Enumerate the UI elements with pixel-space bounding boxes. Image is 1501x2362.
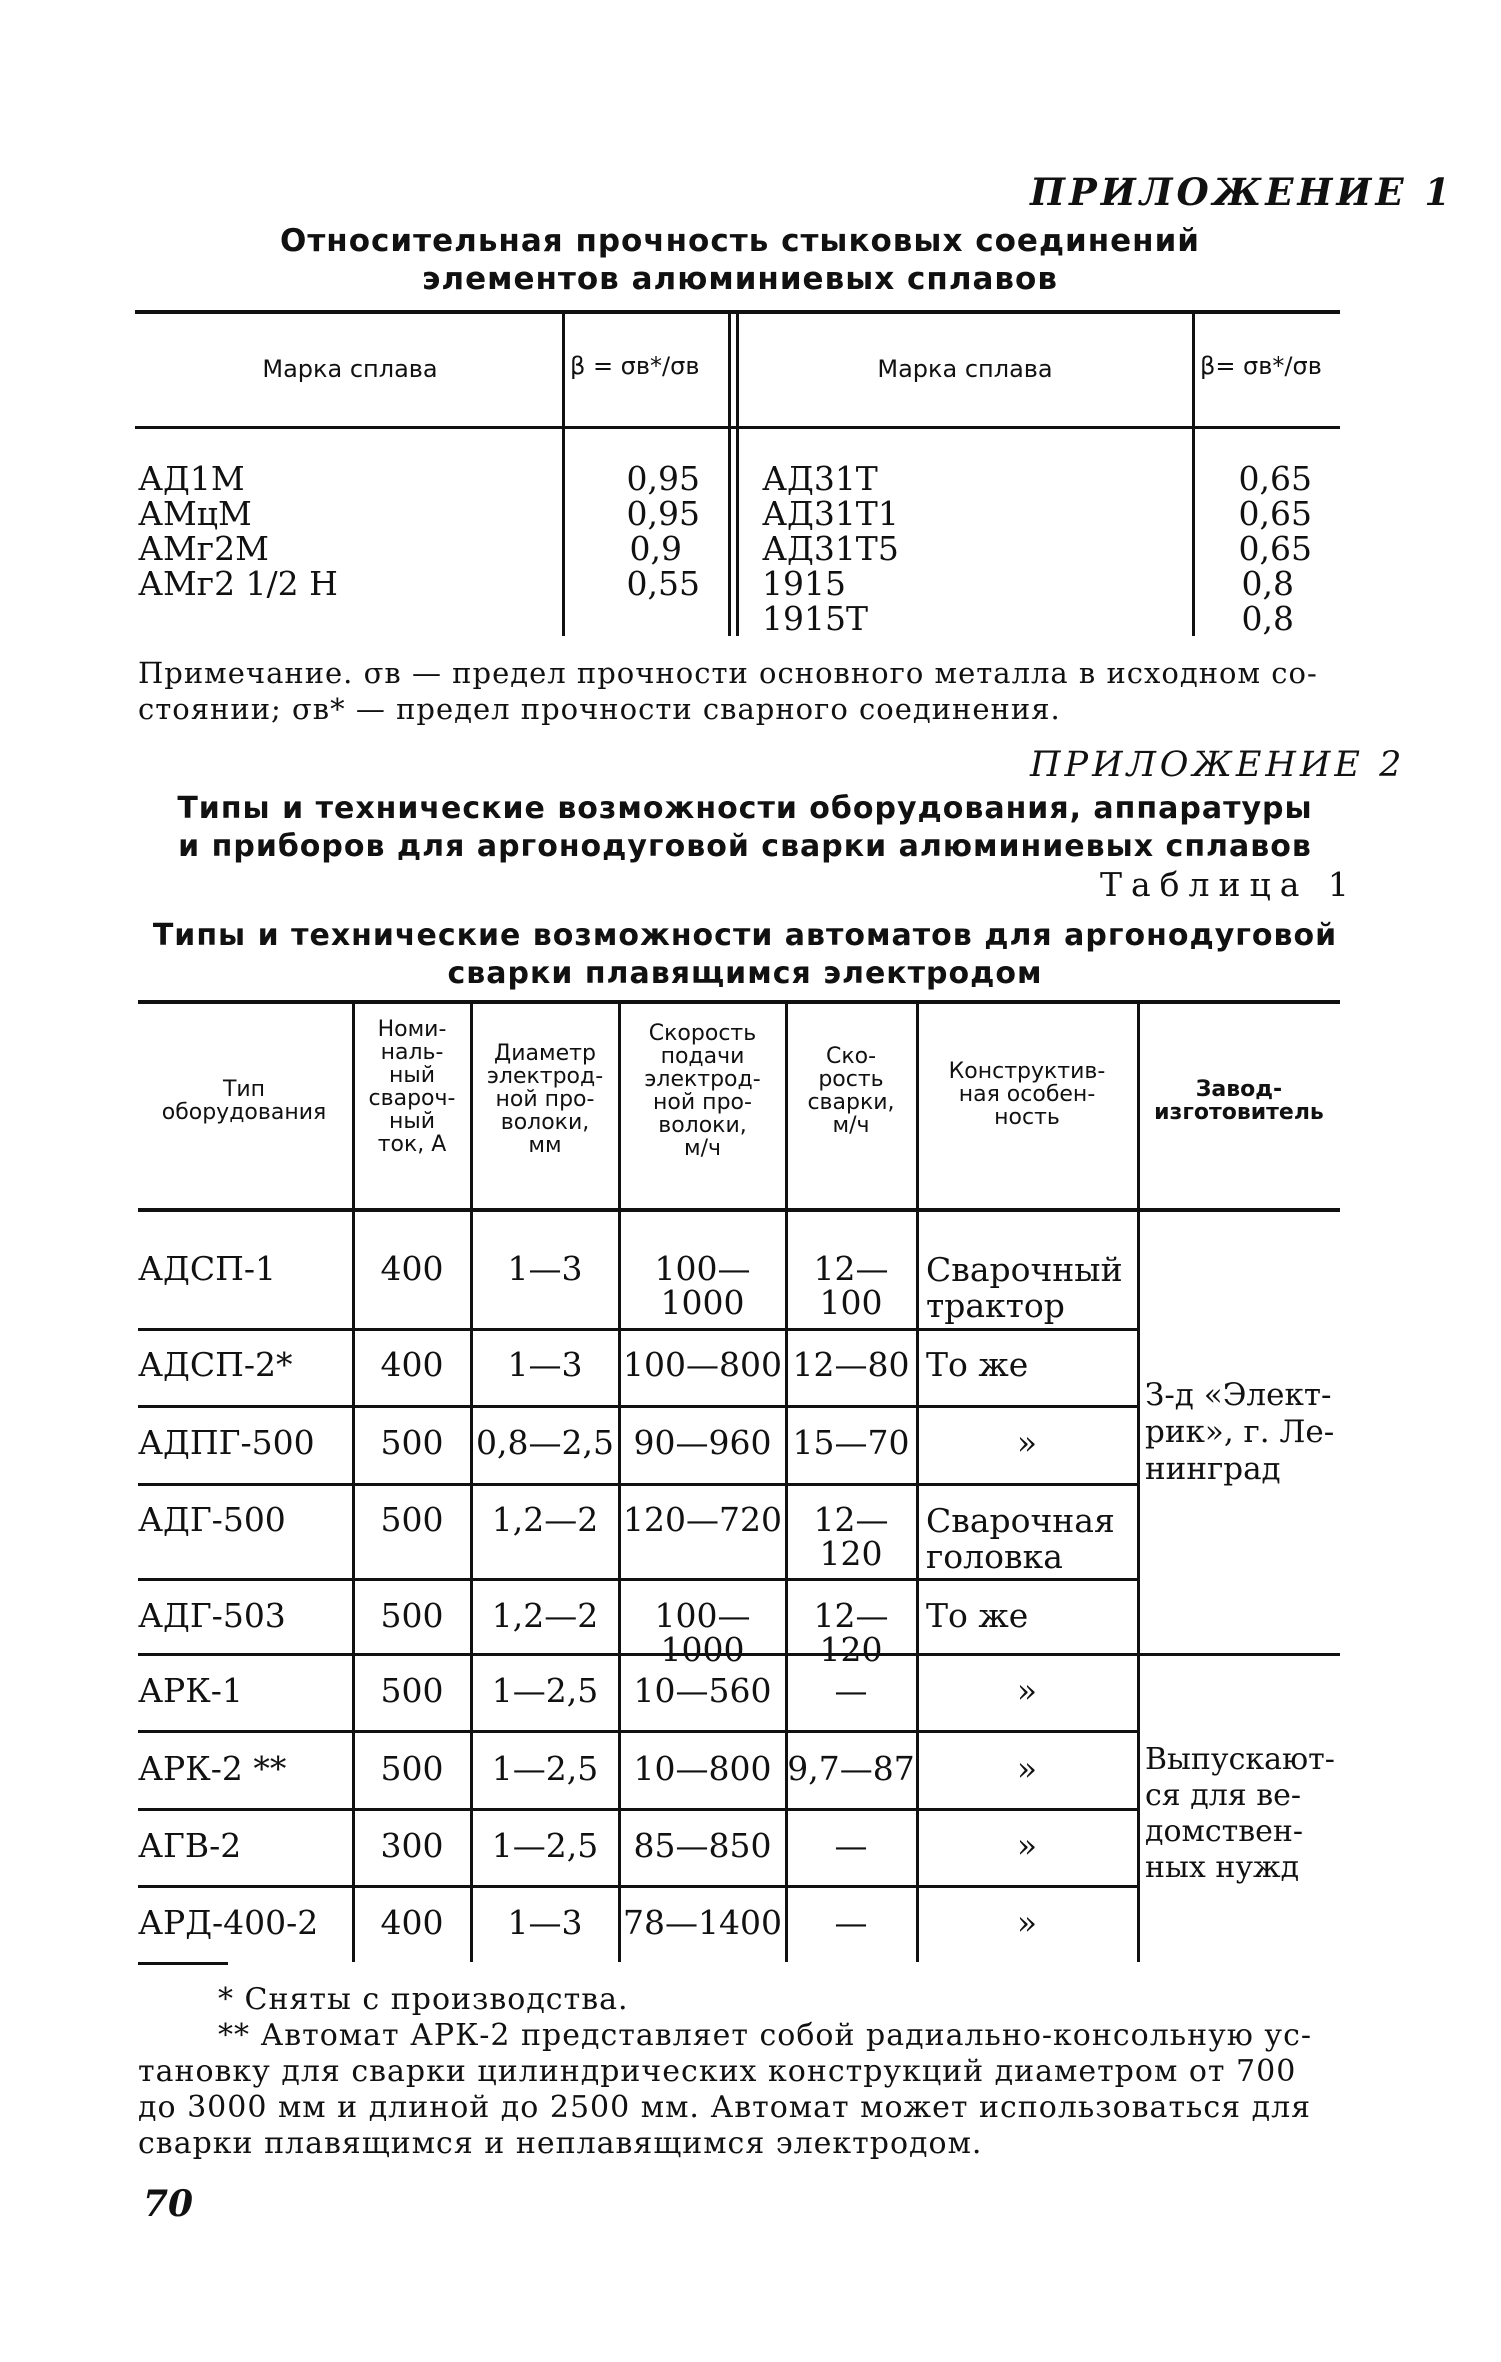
current-cell: 400 (380, 1903, 444, 1942)
diameter-cell: 1—3 (507, 1903, 583, 1942)
design-cell: » (1016, 1749, 1038, 1788)
design-cell: Сварочный трактор (926, 1250, 1123, 1325)
beta-cell: 0,95 (626, 459, 700, 498)
appendix1-title-line: элементов алюминиевых сплавов (422, 261, 1058, 297)
appendix2-title (150, 790, 1340, 866)
rule (138, 1730, 1138, 1733)
design-cell: То же (926, 1596, 1029, 1635)
col-header-maker: Завод- изготовитель (1154, 1077, 1324, 1125)
grade-cell: АД31Т (762, 459, 878, 498)
beta-cell: 0,55 (626, 564, 700, 603)
grade-cell: АД31Т5 (762, 529, 899, 568)
design-cell: То же (926, 1345, 1029, 1384)
current-cell: 300 (380, 1826, 444, 1865)
note-line: стоянии; σв* — предел прочности сварного соединения. (138, 692, 1061, 726)
feed-cell: 10—800 (633, 1749, 772, 1788)
diameter-cell: 1—2,5 (491, 1671, 599, 1710)
appendix1-note (138, 655, 1318, 727)
rule (562, 314, 565, 636)
diameter-cell: 1,2—2 (491, 1596, 599, 1635)
appendix1-heading: ПРИЛОЖЕНИЕ 1 (1030, 170, 1455, 214)
beta-cell: 0,8 (1241, 599, 1294, 638)
feed-cell: 100—1000 (654, 1249, 751, 1322)
diameter-cell: 1—2,5 (491, 1826, 599, 1865)
footnote-line: тановку для сварки цилиндрических конструкций диаметром от 700 (138, 2054, 1297, 2089)
rule (138, 1885, 1138, 1888)
rule (1192, 314, 1195, 636)
footnotes (138, 1982, 1348, 2162)
col-header-beta: β = σв*/σв (570, 352, 700, 380)
col-header-design: Конструктив- ная особен- ность (948, 1059, 1106, 1130)
feed-cell: 78—1400 (623, 1903, 782, 1942)
speed-cell: 12—80 (792, 1345, 910, 1384)
maker-cell: З-д «Элект- рик», г. Ле- нинград (1145, 1377, 1335, 1487)
rule (138, 1808, 1138, 1811)
footnote-line: * Сняты с производства. (218, 1982, 629, 2017)
speed-cell: 12—100 (813, 1249, 889, 1322)
type-cell: АДПГ-500 (138, 1423, 315, 1462)
grade-cell: 1915Т (762, 599, 868, 638)
appendix1-title-line: Относительная прочность стыковых соединений (279, 223, 1201, 259)
beta-cell: 0,65 (1238, 494, 1312, 533)
col-header-type: Тип оборудования (161, 1077, 327, 1125)
rule (728, 314, 731, 636)
diameter-cell: 0,8—2,5 (476, 1423, 614, 1462)
feed-cell: 90—960 (633, 1423, 772, 1462)
speed-cell: — (834, 1671, 868, 1710)
speed-cell: — (834, 1826, 868, 1865)
design-cell: » (1016, 1423, 1038, 1462)
footnote-line: ** Автомат АРК-2 представляет собой радиально-консольную ус- (218, 2018, 1313, 2053)
grade-cell: АМг2 1/2 Н (138, 564, 338, 603)
feed-cell: 10—560 (633, 1671, 772, 1710)
col-header-current: Номи- наль- ный свароч- ный ток, А (368, 1017, 456, 1157)
grade-cell: АМцМ (138, 494, 252, 533)
maker-cell: Выпускают- ся для ве- домствен- ных нужд (1145, 1742, 1335, 1885)
current-cell: 500 (380, 1749, 444, 1788)
table-subtitle-line: сварки плавящимся электродом (447, 956, 1043, 991)
type-cell: АГВ-2 (138, 1826, 242, 1865)
grade-cell: АД31Т1 (762, 494, 899, 533)
rule (138, 1328, 1138, 1331)
diameter-cell: 1—2,5 (491, 1749, 599, 1788)
speed-cell: 15—70 (792, 1423, 910, 1462)
type-cell: АДГ-500 (138, 1500, 286, 1539)
type-cell: АРК-1 (138, 1671, 243, 1710)
feed-cell: 100—1000 (654, 1596, 751, 1669)
beta-cell: 0,8 (1241, 564, 1294, 603)
current-cell: 500 (380, 1500, 444, 1539)
beta-cell: 0,9 (629, 529, 682, 568)
grade-cell: АМг2М (138, 529, 269, 568)
current-cell: 500 (380, 1596, 444, 1635)
type-cell: АДСП-2* (138, 1345, 293, 1384)
rule (138, 1405, 1138, 1408)
table-subtitle-line: Типы и технические возможности автоматов для аргонодуговой (152, 918, 1338, 953)
speed-cell: 12—120 (813, 1500, 889, 1573)
appendix2-title-line: Типы и технические возможности оборудования, аппаратуры (177, 791, 1313, 826)
design-cell: Сварочная головка (926, 1501, 1115, 1576)
diameter-cell: 1—3 (507, 1345, 583, 1384)
current-cell: 400 (380, 1345, 444, 1384)
footnote-line: до 3000 мм и длиной до 2500 мм. Автомат может использоваться для (138, 2090, 1312, 2125)
feed-cell: 100—800 (623, 1345, 782, 1384)
rule (138, 1000, 1340, 1004)
beta-cell: 0,65 (1238, 459, 1312, 498)
type-cell: АДГ-503 (138, 1596, 286, 1635)
appendix2-heading: ПРИЛОЖЕНИЕ 2 (1030, 745, 1406, 785)
current-cell: 500 (380, 1671, 444, 1710)
table-subtitle (150, 917, 1340, 993)
rule (138, 1208, 1340, 1212)
design-cell: » (1016, 1671, 1038, 1710)
appendix2-title-line: и приборов для аргонодуговой сварки алюминиевых сплавов (178, 829, 1312, 864)
speed-cell: 12—120 (813, 1596, 889, 1669)
design-cell: » (1016, 1826, 1038, 1865)
diameter-cell: 1—3 (507, 1249, 583, 1288)
appendix1-title (140, 222, 1340, 298)
rule (138, 1578, 1138, 1581)
note-line: Примечание. σв — предел прочности основного металла в исходном со- (138, 656, 1318, 690)
col-header-grade-2: Марка сплава (877, 355, 1053, 383)
page-number: 70 (143, 2183, 194, 2225)
diameter-cell: 1,2—2 (491, 1500, 599, 1539)
current-cell: 400 (380, 1249, 444, 1288)
col-header-grade: Марка сплава (262, 355, 438, 383)
col-header-beta-2: β= σв*/σв (1200, 352, 1322, 380)
rule (138, 1962, 228, 1965)
footnote-line: сварки плавящимся и неплавящимся электродом. (138, 2126, 983, 2161)
beta-cell: 0,65 (1238, 529, 1312, 568)
rule (736, 314, 739, 636)
speed-cell: — (834, 1903, 868, 1942)
rule (138, 1483, 1138, 1486)
beta-cell: 0,95 (626, 494, 700, 533)
current-cell: 500 (380, 1423, 444, 1462)
speed-cell: 9,7—87 (787, 1749, 915, 1788)
type-cell: АДСП-1 (138, 1249, 276, 1288)
grade-cell: 1915 (762, 564, 846, 603)
type-cell: АРД-400-2 (138, 1903, 319, 1942)
grade-cell: АД1М (138, 459, 245, 498)
col-header-diameter: Диаметр электрод- ной про- волоки, мм (486, 1041, 604, 1158)
col-header-weld-speed: Ско- рость сварки, м/ч (807, 1044, 895, 1138)
type-cell: АРК-2 ** (138, 1749, 287, 1788)
table-label: Таблица 1 (1100, 865, 1358, 904)
design-cell: » (1016, 1903, 1038, 1942)
feed-cell: 120—720 (623, 1500, 782, 1539)
col-header-feed: Скорость подачи электрод- ной про- волоки, м/ч (644, 1021, 761, 1161)
feed-cell: 85—850 (633, 1826, 772, 1865)
